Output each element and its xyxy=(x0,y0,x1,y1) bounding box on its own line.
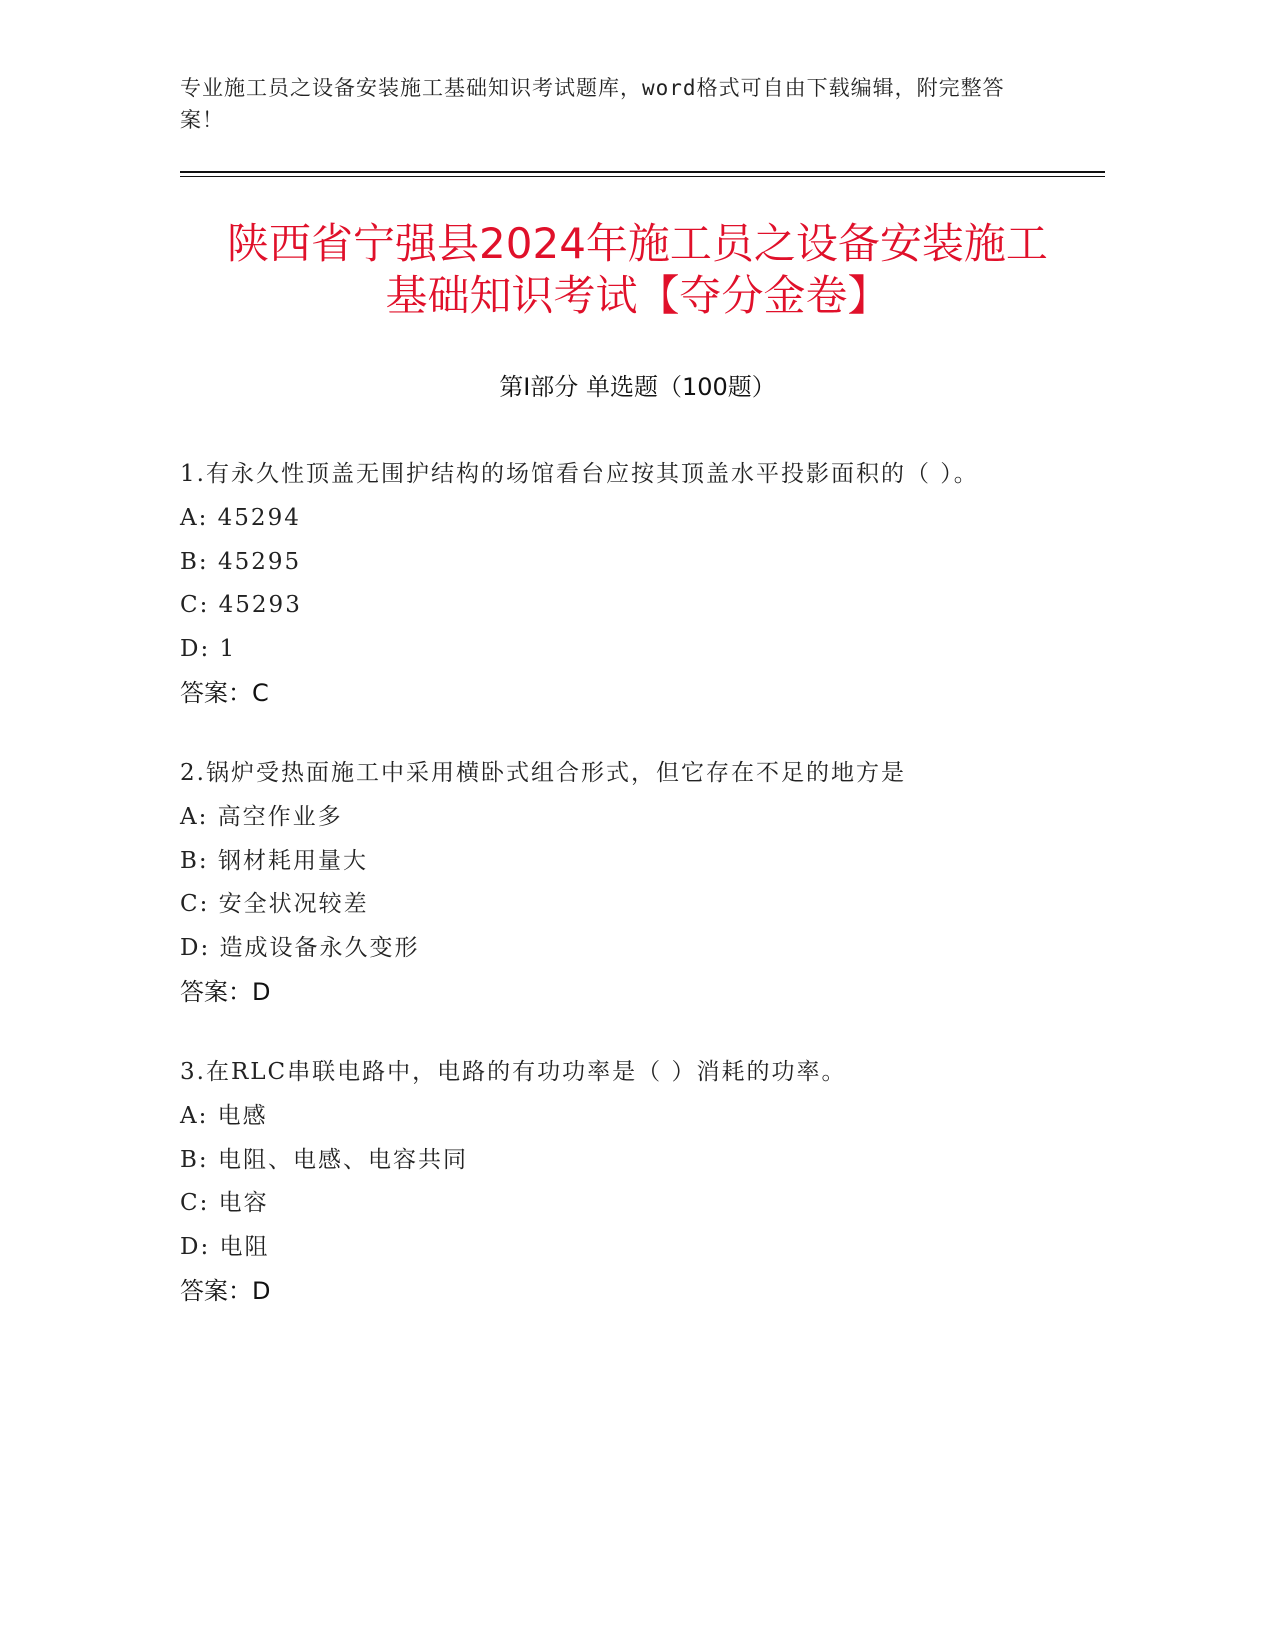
question-text: 1.有永久性顶盖无围护结构的场馆看台应按其顶盖水平投影面积的（ ）。 xyxy=(180,461,979,487)
question-text: 2.锅炉受热面施工中采用横卧式组合形式，但它存在不足的地方是 xyxy=(180,760,906,786)
document-title-line-2: 基础知识考试【夺分金卷】 xyxy=(385,271,890,320)
answer: 答案：D xyxy=(180,1277,271,1305)
option-d: D: 电阻 xyxy=(180,1233,270,1260)
question-1 xyxy=(180,452,1030,715)
section-heading: 第Ⅰ部分 单选题（100题） xyxy=(499,373,776,401)
document-title-line-1: 陕西省宁强县2024年施工员之设备安装施工 xyxy=(227,219,1048,268)
answer: 答案：C xyxy=(180,679,269,707)
question-text: 3.在RLC串联电路中，电路的有功功率是（ ）消耗的功率。 xyxy=(180,1059,847,1085)
option-b: B: 钢材耗用量大 xyxy=(180,847,368,874)
header-note: 专业施工员之设备安装施工基础知识考试题库，word格式可自由下载编辑，附完整答案！ xyxy=(180,76,1005,132)
option-d: D: 造成设备永久变形 xyxy=(180,934,420,961)
option-d: D: 1 xyxy=(180,635,237,662)
option-a: A: 电感 xyxy=(180,1103,268,1129)
option-c: C: 电容 xyxy=(180,1190,269,1216)
question-2 xyxy=(180,751,1030,1014)
document-title xyxy=(150,218,1125,322)
option-a: A: 高空作业多 xyxy=(180,804,343,830)
question-3 xyxy=(180,1050,1030,1313)
option-c: C: 安全状况较差 xyxy=(180,891,369,917)
option-b: B: 45295 xyxy=(180,548,302,575)
option-a: A: 45294 xyxy=(180,505,301,531)
header-rule-thick xyxy=(180,171,1105,173)
answer: 答案：D xyxy=(180,978,271,1006)
option-c: C: 45293 xyxy=(180,592,302,618)
question-list xyxy=(180,452,1030,1349)
header-rule-thin xyxy=(180,176,1105,177)
option-b: B: 电阻、电感、电容共同 xyxy=(180,1146,468,1173)
